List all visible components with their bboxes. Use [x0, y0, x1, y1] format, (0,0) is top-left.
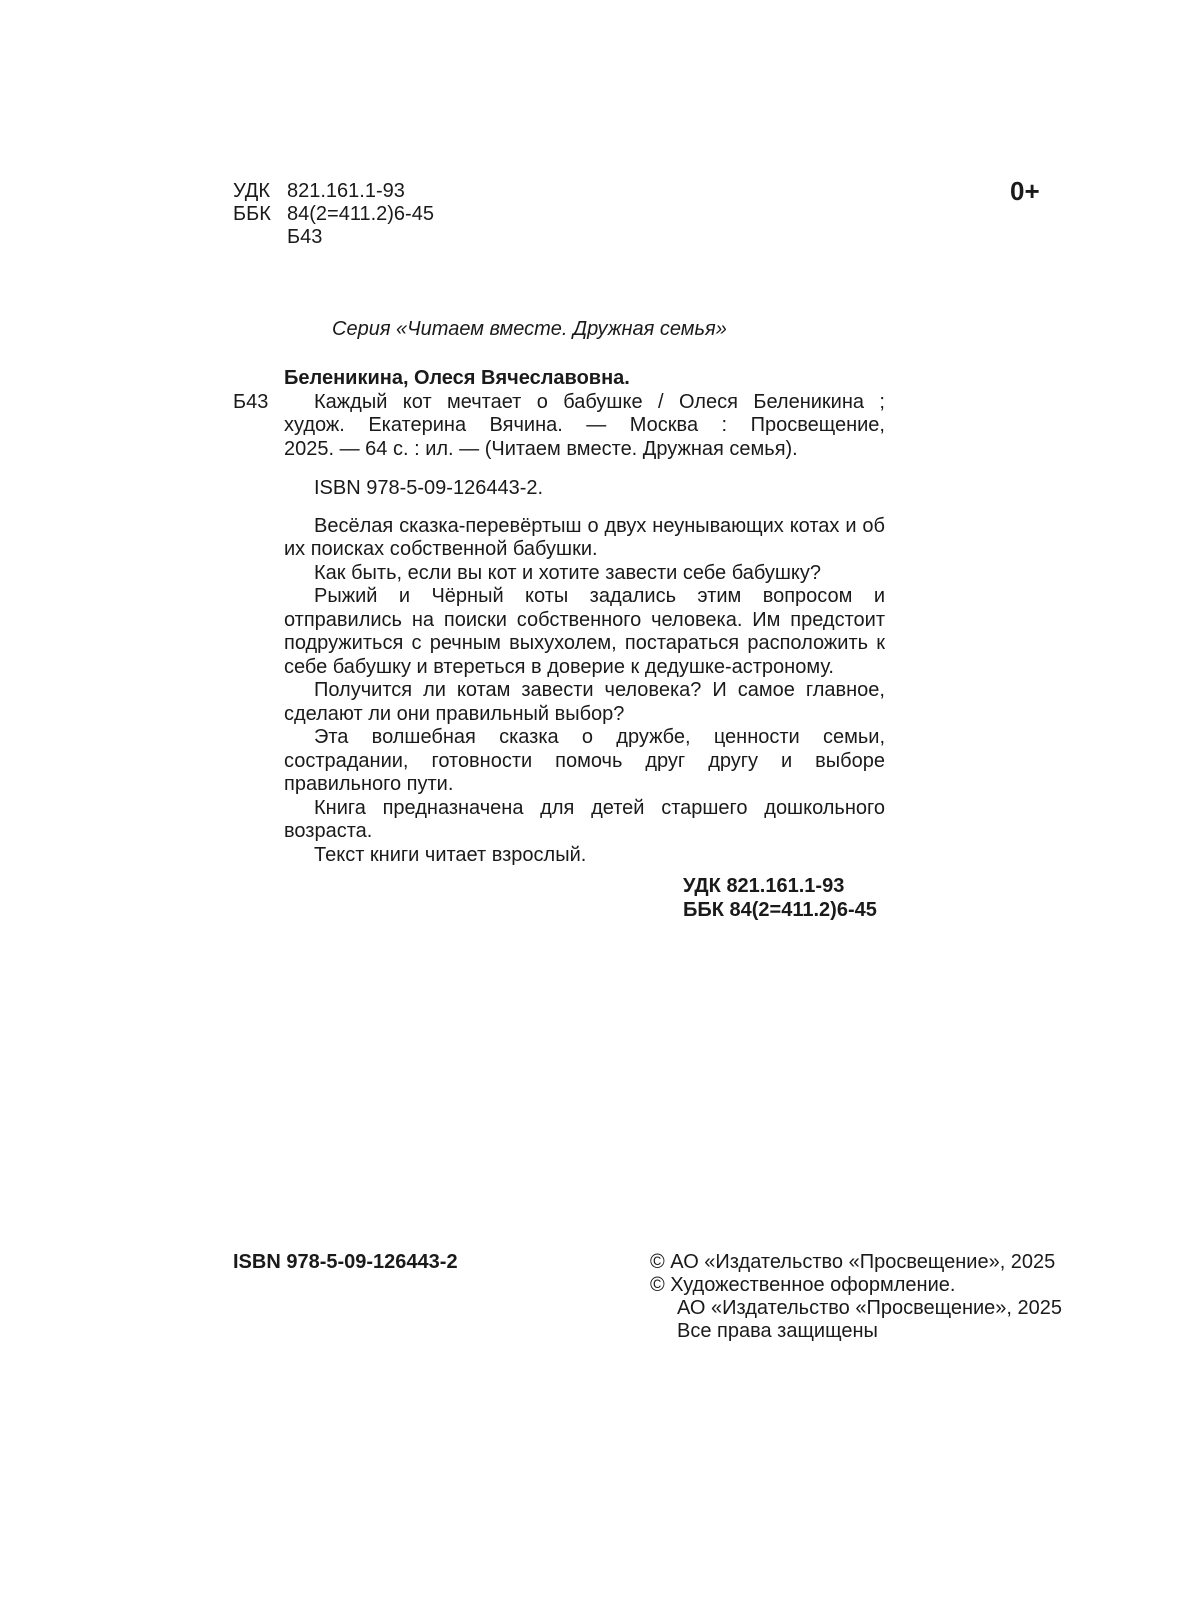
card-author-mark: Б43 [233, 390, 269, 413]
annotation-paragraph: Получится ли котам завести человека? И самое главное, сделают ли они правильный выбор? [284, 679, 885, 725]
author-mark-top: Б43 [287, 226, 323, 248]
rights-reserved: Все права защищены [677, 1320, 878, 1342]
catalog-card [233, 367, 885, 922]
card-isbn: ISBN 978-5-09-126443-2. [314, 477, 544, 499]
bbk-line [233, 203, 434, 226]
card-description-row [233, 391, 885, 415]
copyright-design: © Художественное оформление. [650, 1274, 956, 1296]
card-bbk: ББК 84(2=411.2)6-45 [683, 898, 877, 921]
footer-isbn: ISBN 978-5-09-126443-2 [233, 1251, 458, 1273]
annotation-paragraph: Книга предназначена для детей старшего дошкольного возраста. [284, 796, 885, 842]
udk-value: 821.161.1-93 [287, 180, 405, 202]
card-author: Беленикина, Олеся Вячеславовна. [284, 367, 630, 389]
copyright-design-holder: АО «Издательство «Просвещение», 2025 [677, 1297, 1063, 1319]
annotation-paragraph: Рыжий и Чёрный коты задались этим вопросом и отправились на поиски собственного человека. Им предстоит подружиться с речным выхухолем, постараться расположить к себе бабушку и втереться в доверие к дедушке-астроному. [284, 585, 885, 678]
card-description-line1: Каждый кот мечтает о бабушке / Олеся Беленикина ; [314, 390, 885, 413]
annotation-paragraph: Весёлая сказка-перевёртыш о двух неунывающих котах и об их поисках собственной бабушки. [284, 514, 885, 560]
age-rating: 0+ [1010, 176, 1040, 206]
annotation-paragraph: Эта волшебная сказка о дружбе, ценности семьи, сострадании, готовности помочь друг другу и выборе правильного пути. [284, 726, 885, 795]
udk-line [233, 180, 405, 203]
card-description-line3: 2025. — 64 с. : ил. — (Читаем вместе. Дружная семья). [284, 437, 798, 460]
bbk-label: ББК [233, 203, 271, 225]
card-codes [233, 875, 885, 922]
copyright-publisher: © АО «Издательство «Просвещение», 2025 [650, 1251, 1056, 1273]
udk-label: УДК [233, 180, 271, 202]
series-title: Серия «Читаем вместе. Дружная семья» [332, 318, 727, 340]
annotation-paragraph: Как быть, если вы кот и хотите завести себе бабушку? [314, 561, 821, 584]
card-description-line2: худож. Екатерина Вячина. — Москва : Просвещение, [284, 414, 885, 436]
bbk-value: 84(2=411.2)6-45 [287, 203, 434, 225]
annotation [233, 515, 885, 868]
card-udk: УДК 821.161.1-93 [683, 875, 845, 897]
annotation-paragraph: Текст книги читает взрослый. [314, 843, 587, 866]
